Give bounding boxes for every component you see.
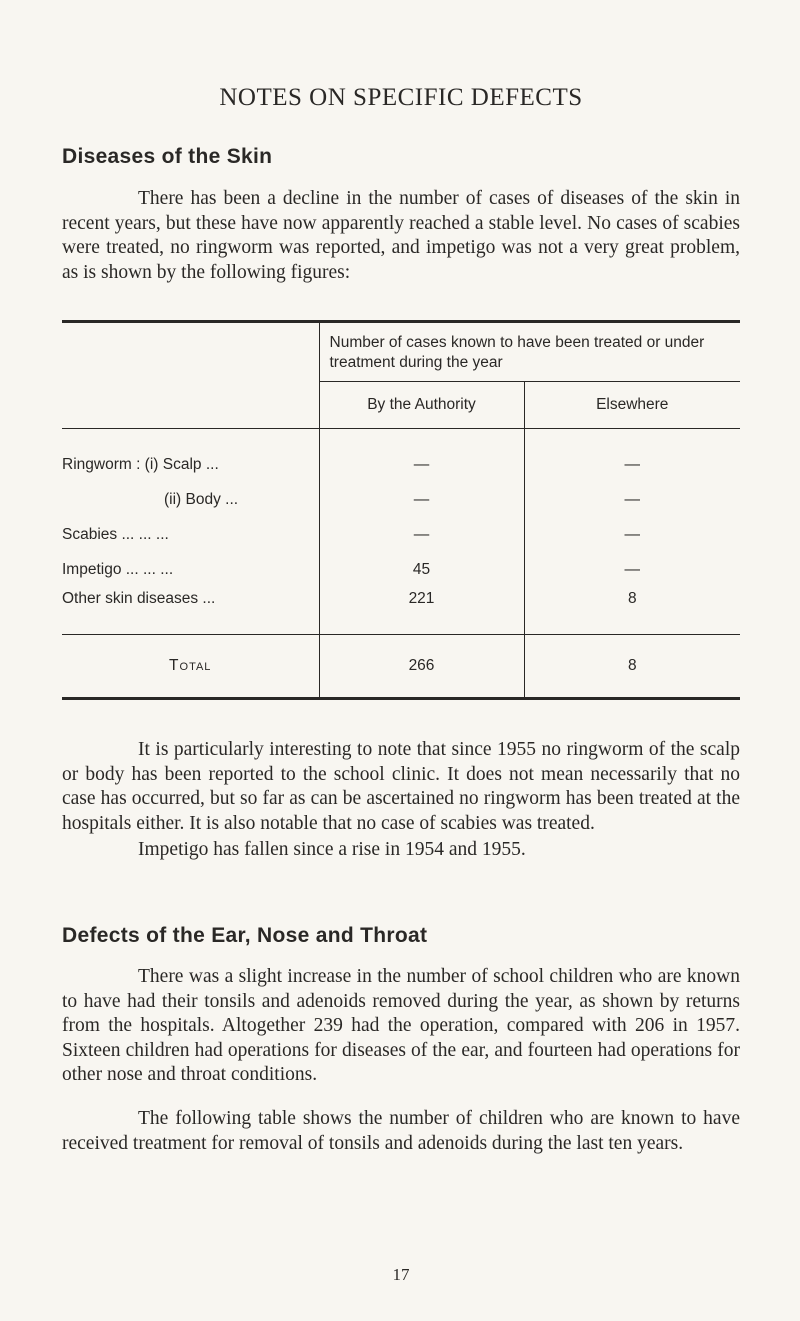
cell-elsewhere: — (524, 552, 740, 587)
cell-elsewhere: — (524, 517, 740, 552)
cell-elsewhere: — (524, 429, 740, 483)
cell-authority: — (319, 429, 524, 483)
row-label-other-skin: Other skin diseases ... (62, 590, 216, 607)
cell-authority: — (319, 482, 524, 517)
tonsils-table-intro-paragraph: The following table shows the number of children who are known to have received treatment for removal of tonsils and adenoids during the last ten years. (62, 1108, 740, 1154)
table-total-row (62, 635, 740, 699)
cell-elsewhere: — (524, 482, 740, 517)
total-elsewhere: 8 (524, 635, 740, 699)
page-number: 17 (392, 1265, 410, 1284)
row-label-impetigo: Impetigo ... ... ... (62, 560, 174, 578)
table-row (62, 429, 740, 483)
section-heading-skin: Diseases of the Skin (62, 145, 273, 168)
cell-authority: — (319, 517, 524, 552)
cell-authority: 221 (319, 587, 524, 635)
total-authority: 266 (319, 635, 524, 699)
ent-paragraph: There was a slight increase in the number of school children who are known to have had their tonsils and adenoids removed during the year, as shown by returns from the hospitals. Altogether 239 had the operation, compared with 206 in 1957. Sixteen children had operations for diseases of the ear, and fourteen had operations for other nose and throat conditions. (62, 966, 740, 1085)
table-row (62, 482, 740, 517)
ringworm-paragraph: It is particularly interesting to note that since 1955 no ringworm of the scalp or body has been reported to the school clinic. It does not mean necessarily that no case has occurred, but so far as can be ascertained no ringworm has been treated at the hospitals either. It is also notable that no case of scabies was treated. (62, 739, 740, 834)
table-blank-corner (62, 322, 319, 429)
skin-diseases-table (62, 320, 740, 700)
column-header-elsewhere: Elsewhere (524, 382, 740, 429)
table-main-header: Number of cases known to have been treated or under treatment during the year (319, 322, 740, 382)
column-header-authority: By the Authority (319, 382, 524, 429)
table-row (62, 552, 740, 587)
row-label-ringworm-body: (ii) Body ... (164, 490, 239, 508)
row-label-ringworm-scalp: Ringworm : (i) Scalp ... (62, 429, 319, 483)
table-row (62, 587, 740, 635)
row-label-scabies: Scabies ... ... ... (62, 525, 169, 543)
table-row (62, 517, 740, 552)
section-heading-ent: Defects of the Ear, Nose and Throat (62, 924, 428, 947)
cell-authority: 45 (319, 552, 524, 587)
page-title: NOTES ON SPECIFIC DEFECTS (219, 84, 583, 111)
total-label: Total (62, 635, 319, 699)
impetigo-paragraph: Impetigo has fallen since a rise in 1954 and 1955. (138, 839, 526, 860)
cell-elsewhere: 8 (524, 587, 740, 635)
skin-intro-paragraph: There has been a decline in the number of cases of diseases of the skin in recent years, but these have now apparently reached a stable level. No cases of scabies were treated, no ringworm was reported, and impetigo was not a very great problem, as is shown by the following figures: (62, 188, 740, 283)
